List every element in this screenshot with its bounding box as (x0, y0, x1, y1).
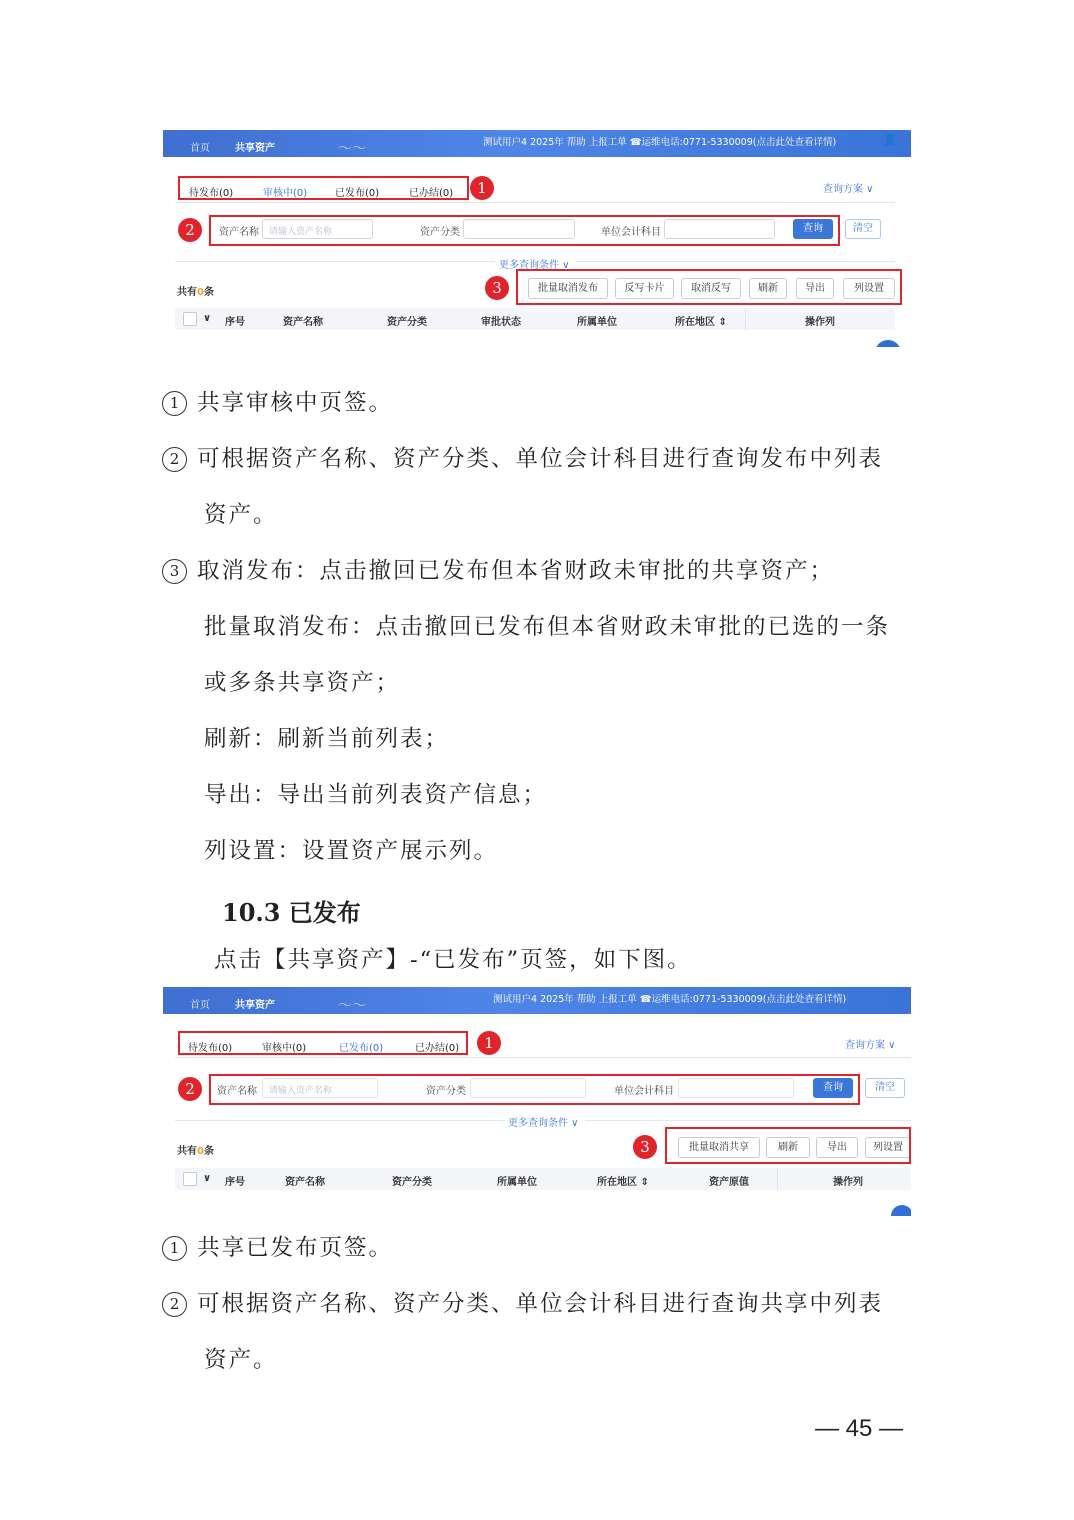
col-asset-class: 资产分类 (387, 317, 427, 328)
tab-pending[interactable]: 待发布(0) (188, 1043, 233, 1054)
select-all-checkbox[interactable] (183, 312, 197, 326)
col-actions: 操作列 (805, 317, 835, 328)
column-settings-button[interactable]: 列设置 (865, 1137, 911, 1158)
item-3-line4: 刷新：刷新当前列表； (204, 726, 450, 752)
annotation-badge-3: 3 (633, 1135, 657, 1159)
cancel-write-back-button[interactable]: 取消反写 (681, 278, 741, 299)
nav-home[interactable]: 首页 (190, 143, 210, 154)
floating-help-icon[interactable] (875, 340, 901, 347)
annotation-box-3 (516, 269, 902, 305)
annotation-badge-3: 3 (485, 276, 509, 300)
col-asset-class: 资产分类 (392, 1177, 432, 1188)
select-dropdown-icon[interactable]: ∨ (203, 313, 212, 324)
record-count: 共有0条 (177, 287, 214, 298)
tab-pending[interactable]: 待发布(0) (189, 188, 234, 199)
col-unit: 所属单位 (577, 317, 617, 328)
annotation-badge-2: 2 (178, 1077, 202, 1101)
item-3: 3 取消发布：点击撤回已发布但本省财政未审批的共享资产； (162, 553, 834, 585)
top-nav-bar (163, 130, 911, 157)
asset-name-input[interactable]: 请输入资产名称 (262, 219, 373, 239)
tab-published[interactable]: 已发布(0) (339, 1043, 384, 1054)
annotation-box-2 (209, 215, 840, 246)
top-info-links[interactable]: 测试用户4 2025年 帮助 上报工单 ☎运维电话:0771-5330009(点击此处查看详情) (483, 137, 837, 148)
item-3-line2: 批量取消发布：点击撤回已发布但本省财政未审批的已选的一条 (204, 614, 891, 640)
col-index: 序号 (225, 1177, 245, 1188)
column-separator (777, 1168, 778, 1190)
account-label: 单位会计科目 (601, 227, 661, 238)
item-b2: 2 可根据资产名称、资产分类、单位会计科目进行查询共享中列表 (162, 1286, 883, 1318)
asset-name-label: 资产名称 (217, 1086, 257, 1097)
query-plan-dropdown[interactable]: 查询方案 ∨ (845, 1040, 896, 1051)
annotation-box-1 (178, 176, 469, 200)
divider-right (575, 261, 895, 262)
asset-class-label: 资产分类 (426, 1086, 466, 1097)
asset-class-label: 资产分类 (420, 227, 460, 238)
account-label: 单位会计科目 (614, 1086, 674, 1097)
select-dropdown-icon[interactable]: ∨ (203, 1173, 212, 1184)
top-nav-bar (163, 987, 911, 1014)
more-conditions-toggle[interactable]: 更多查询条件 ∨ (499, 260, 570, 271)
col-approval-status: 审批状态 (481, 317, 521, 328)
batch-cancel-share-button[interactable]: 批量取消共享 (678, 1137, 760, 1158)
asset-name-label: 资产名称 (219, 227, 259, 238)
record-count: 共有0条 (177, 1146, 214, 1157)
intro-paragraph: 点击【共享资产】-“已发布”页签，如下图。 (214, 947, 692, 973)
export-button[interactable]: 导出 (796, 278, 834, 299)
top-info-links[interactable]: 测试用户4 2025年 帮助 上报工单 ☎运维电话:0771-5330009(点击此处查看详情) (493, 994, 847, 1005)
select-all-checkbox[interactable] (183, 1172, 197, 1186)
user-icon[interactable]: 👤 (883, 133, 897, 146)
batch-cancel-publish-button[interactable]: 批量取消发布 (528, 278, 608, 299)
tab-completed[interactable]: 已办结(0) (415, 1043, 460, 1054)
divider (175, 1057, 911, 1058)
annotation-badge-2: 2 (178, 218, 202, 242)
nav-shared-assets[interactable]: 共享资产 (235, 143, 275, 154)
item-3-line5: 导出：导出当前列表资产信息； (204, 782, 548, 808)
divider (175, 202, 895, 203)
more-conditions-toggle[interactable]: 更多查询条件 ∨ (508, 1118, 579, 1129)
tab-reviewing[interactable]: 审核中(0) (263, 188, 308, 199)
page-number: — 45 — (815, 1415, 904, 1442)
export-button[interactable]: 导出 (816, 1137, 858, 1158)
annotation-badge-1: 1 (470, 176, 494, 200)
bird-decoration-icon: 〜〜 (338, 998, 366, 1014)
item-b1: 1 共享已发布页签。 (162, 1230, 393, 1262)
bird-decoration-icon: 〜〜 (338, 141, 366, 157)
write-back-card-button[interactable]: 反写卡片 (615, 278, 674, 299)
col-index: 序号 (225, 317, 245, 328)
floating-help-icon[interactable] (891, 1205, 911, 1216)
col-region[interactable]: 所在地区 ⇕ (675, 317, 727, 328)
query-plan-dropdown[interactable]: 查询方案 ∨ (823, 184, 874, 195)
col-original-value: 资产原值 (709, 1177, 749, 1188)
item-2: 2 可根据资产名称、资产分类、单位会计科目进行查询发布中列表 (162, 441, 883, 473)
tab-reviewing[interactable]: 审核中(0) (262, 1043, 307, 1054)
item-3-line6: 列设置：设置资产展示列。 (204, 838, 499, 864)
item-b2-cont: 资产。 (204, 1347, 278, 1373)
refresh-button[interactable]: 刷新 (766, 1137, 810, 1158)
col-asset-name: 资产名称 (285, 1177, 325, 1188)
tab-completed[interactable]: 已办结(0) (409, 188, 454, 199)
nav-shared-assets[interactable]: 共享资产 (235, 1000, 275, 1011)
query-button[interactable]: 查询 (813, 1078, 853, 1098)
col-region[interactable]: 所在地区 ⇕ (597, 1177, 649, 1188)
clear-button[interactable]: 清空 (865, 1078, 905, 1098)
divider-left (175, 1120, 505, 1121)
section-heading: 10.3 已发布 (222, 898, 361, 927)
screenshot-published-tab (163, 987, 911, 1216)
column-separator (745, 308, 746, 330)
clear-button[interactable]: 清空 (845, 219, 881, 239)
column-settings-button[interactable]: 列设置 (843, 278, 895, 299)
col-actions: 操作列 (833, 1177, 863, 1188)
divider-right (585, 1120, 911, 1121)
divider-left (175, 261, 495, 262)
annotation-box-2 (209, 1074, 860, 1105)
table-header (175, 308, 895, 330)
annotation-badge-1: 1 (477, 1031, 501, 1055)
item-3-line3: 或多条共享资产； (204, 670, 401, 696)
query-button[interactable]: 查询 (793, 219, 833, 239)
asset-name-input[interactable]: 请输入资产名称 (262, 1078, 378, 1098)
tab-published[interactable]: 已发布(0) (335, 188, 380, 199)
item-2-cont: 资产。 (204, 502, 278, 528)
col-unit: 所属单位 (497, 1177, 537, 1188)
refresh-button[interactable]: 刷新 (749, 278, 787, 299)
table-header (175, 1168, 911, 1190)
col-asset-name: 资产名称 (283, 317, 323, 328)
item-1: 1 共享审核中页签。 (162, 385, 393, 417)
screenshot-review-tab (163, 130, 911, 347)
nav-home[interactable]: 首页 (190, 1000, 210, 1011)
annotation-box-3 (665, 1127, 911, 1164)
annotation-box-1 (178, 1031, 468, 1055)
